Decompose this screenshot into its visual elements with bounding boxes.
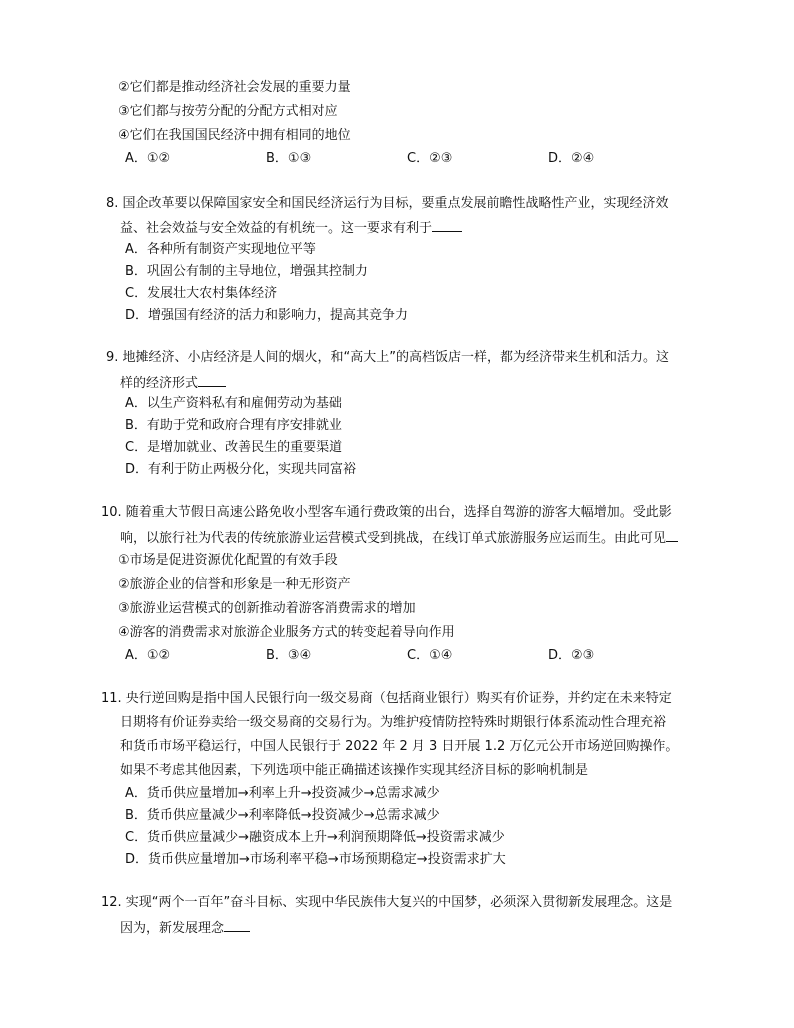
q10-statement-3: ③旅游业运营模式的创新推动着游客消费需求的增加 — [118, 601, 416, 616]
q7-statement-3: ③它们都与按劳分配的分配方式相对应 — [118, 104, 338, 119]
q7-options — [125, 149, 725, 169]
answer-blank — [224, 917, 250, 932]
q10-stem-line2: 响，以旅行社为代表的传统旅游业运营模式受到挑战，在线订单式旅游服务应运而生。由此可见 — [120, 527, 678, 549]
q9-option-a: A．以生产资料私有和雇佣劳动为基础 — [125, 396, 342, 411]
q9-stem-line1: 9. 地摊经济、小店经济是人间的烟火，和“高大上”的高档饭店一样，都为经济带来生机和活力。这 — [106, 350, 670, 365]
q12-stem-line1: 12. 实现“两个一百年”奋斗目标、实现中华民族伟大复兴的中国梦，必须深入贯彻新发展理念。这是 — [101, 895, 673, 910]
q7-option-b: B．①③ — [266, 151, 312, 166]
q7-statement-2: ②它们都是推动经济社会发展的重要力量 — [118, 80, 351, 95]
q9-option-c: C．是增加就业、改善民生的重要渠道 — [125, 440, 343, 455]
q8-option-b: B．巩固公有制的主导地位，增强其控制力 — [125, 264, 368, 279]
q8-stem-line1: 8. 国企改革要以保障国家安全和国民经济运行为目标，要重点发展前瞻性战略性产业，实现经济效 — [106, 196, 669, 211]
q11-option-b: B．货币供应量减少→利率降低→投资减少→总需求减少 — [125, 808, 440, 823]
q7-option-d: D．②④ — [548, 151, 595, 166]
answer-blank — [198, 372, 226, 387]
q8-option-d: D．增强国有经济的活力和影响力，提高其竞争力 — [125, 308, 409, 323]
q10-option-d: D．②③ — [548, 648, 595, 663]
q12-stem-line2: 因为，新发展理念 — [120, 917, 250, 939]
q10-statement-2: ②旅游企业的信誉和形象是一种无形资产 — [118, 577, 351, 592]
q10-option-a: A．①② — [125, 648, 171, 663]
q9-option-b: B．有助于党和政府合理有序安排就业 — [125, 418, 342, 433]
q10-option-b: B．③④ — [266, 648, 312, 663]
q7-option-a: A．①② — [125, 151, 171, 166]
q11-option-c: C．货币供应量减少→融资成本上升→利润预期降低→投资需求减少 — [125, 830, 505, 845]
q11-option-a: A．货币供应量增加→利率上升→投资减少→总需求减少 — [125, 786, 440, 801]
q8-option-a: A．各种所有制资产实现地位平等 — [125, 242, 316, 257]
q10-statement-4: ④游客的消费需求对旅游企业服务方式的转变起着导向作用 — [118, 625, 455, 640]
answer-blank — [666, 527, 678, 542]
q11-stem-line3: 和货币市场平稳运行，中国人民银行于 2022 年 2 月 3 日开展 1.2 万亿元公开市场逆回购操作。 — [120, 739, 679, 754]
q11-stem-line4: 如果不考虑其他因素，下列选项中能正确描述该操作实现其经济目标的影响机制是 — [120, 763, 589, 778]
q11-option-d: D．货币供应量增加→市场利率平稳→市场预期稳定→投资需求扩大 — [125, 852, 506, 867]
q7-statement-4: ④它们在我国国民经济中拥有相同的地位 — [118, 128, 351, 143]
q10-options — [125, 646, 725, 666]
q10-option-c: C．①④ — [407, 648, 453, 663]
q10-stem-line1: 10. 随着重大节假日高速公路免收小型客车通行费政策的出台，选择自驾游的游客大幅增加。受此影 — [101, 505, 672, 520]
q11-stem-line1: 11. 央行逆回购是指中国人民银行向一级交易商（包括商业银行）购买有价证券，并约定在未来特定 — [101, 691, 672, 706]
answer-blank — [432, 217, 462, 232]
q8-option-c: C．发展壮大农村集体经济 — [125, 286, 278, 301]
q11-stem-line2: 日期将有价证券卖给一级交易商的交易行为。为维护疫情防控特殊时期银行体系流动性合理充裕 — [120, 715, 667, 730]
q9-stem-line2: 样的经济形式 — [120, 372, 226, 394]
q7-option-c: C．②③ — [407, 151, 453, 166]
q9-option-d: D．有利于防止两极分化，实现共同富裕 — [125, 462, 357, 477]
q8-stem-line2: 益、社会效益与安全效益的有机统一。这一要求有利于 — [120, 217, 462, 239]
q10-statement-1: ①市场是促进资源优化配置的有效手段 — [118, 553, 338, 568]
